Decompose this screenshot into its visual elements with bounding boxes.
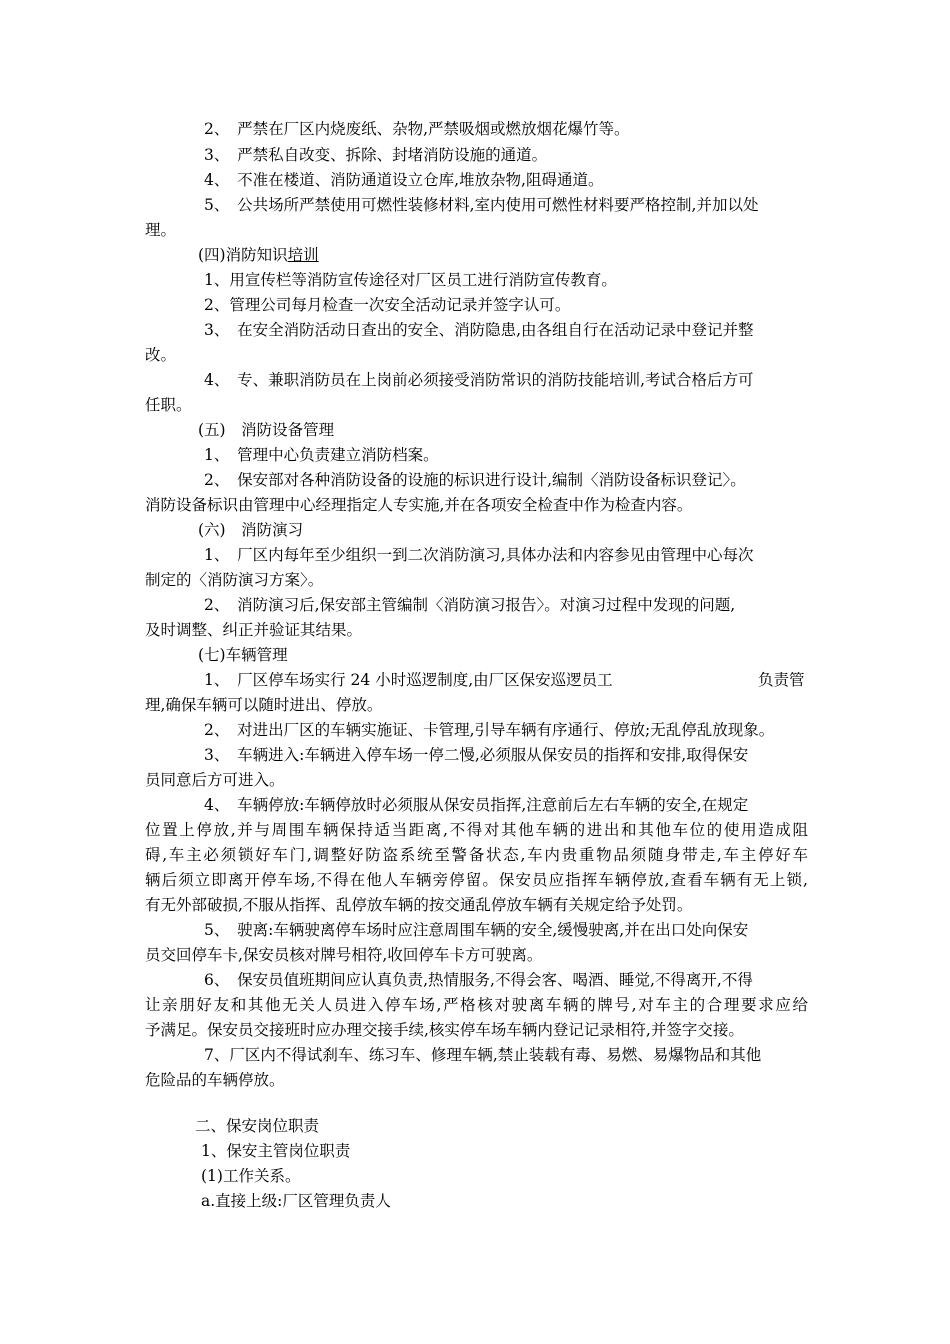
text-line: 4、 不准在楼道、消防通道设立仓库,堆放杂物,阻碍通道。 [204, 171, 604, 189]
text-line: 有无外部破损,不服从指挥、乱停放车辆的按交通乱停放车辆有关规定给予处罚。 [145, 896, 693, 914]
text-line: 2、 保安部对各种消防设备的设施的标识进行设计,编制〈消防设备标识登记〉。 [204, 471, 746, 489]
text-line: 消防设备标识由管理中心经理指定人专实施,并在各项安全检查中作为检查内容。 [145, 496, 693, 514]
text-line: 4、 车辆停放:车辆停放时必须服从保安员指挥,注意前后左右车辆的安全,在规定 [204, 796, 749, 814]
text-line: 辆后须立即离开停车场,不得在他人车辆旁停留。保安员应指挥车辆停放,查看车辆有无上锁, [145, 871, 808, 889]
text-line: 制定的〈消防演习方案〉。 [145, 571, 324, 589]
text-line: 1、保安主管岗位职责 [201, 1142, 351, 1160]
text-line: 5、 公共场所严禁使用可燃性装修材料,室内使用可燃性材料要严格控制,并加以处 [204, 196, 759, 214]
heading-text: (四)消防知识 [198, 246, 288, 264]
text-line: 碍,车主必须锁好车门,调整好防盗系统至警备状态,车内贵重物品须随身带走,车主停好车 [145, 846, 808, 864]
text-line: 理。 [145, 221, 177, 239]
text-line: 1、 厂区内每年至少组织一到二次消防演习,具体办法和内容参见由管理中心每次 [204, 546, 754, 564]
text-line: a.直接上级:厂区管理负责人 [201, 1192, 391, 1210]
chapter-heading: 二、保安岗位职责 [195, 1117, 320, 1135]
section-heading: (七)车辆管理 [198, 646, 288, 664]
text-line: 及时调整、纠正并验证其结果。 [145, 621, 363, 639]
text-line: 改。 [145, 346, 177, 364]
text-line: 4、 专、兼职消防员在上岗前必须接受消防常识的消防技能培训,考试合格后方可 [204, 371, 754, 389]
text-line: 3、 车辆进入:车辆进入停车场一停二慢,必须服从保安员的指挥和安排,取得保安 [204, 746, 749, 764]
text-line: 7、厂区内不得试刹车、练习车、修理车辆,禁止装载有毒、易燃、易爆物品和其他 [204, 1046, 762, 1064]
text-line: 1、 管理中心负责建立消防档案。 [204, 446, 439, 464]
text-line: 2、管理公司每月检查一次安全活动记录并签字认可。 [204, 296, 571, 314]
section-heading: (五) 消防设备管理 [198, 421, 335, 439]
section-heading [198, 245, 319, 265]
text-line: 让亲朋好友和其他无关人员进入停车场,严格核对驶离车辆的牌号,对车主的合理要求应给 [145, 996, 808, 1014]
text-line: 位置上停放,并与周围车辆保持适当距离,不得对其他车辆的进出和其他车位的使用造成阻 [145, 821, 808, 839]
text-line: 员同意后方可进入。 [145, 771, 285, 789]
text-line: 任职。 [145, 396, 192, 414]
text-line: 负责管 [758, 671, 805, 689]
text-line: 予满足。保安员交接班时应办理交接手续,核实停车场车辆内登记记录相符,并签字交接。 [145, 1021, 744, 1039]
text-line: 6、 保安员值班期间应认真负责,热情服务,不得会客、喝酒、睡觉,不得离开,不得 [204, 971, 753, 989]
text-line: 员交回停车卡,保安员核对牌号相符,收回停车卡方可驶离。 [145, 946, 543, 964]
text-line: 理,确保车辆可以随时进出、停放。 [145, 696, 383, 714]
text-line: 2、 对进出厂区的车辆实施证、卡管理,引导车辆有序通行、停放;无乱停乱放现象。 [204, 721, 775, 739]
text-line: 1、用宣传栏等消防宣传途径对厂区员工进行消防宣传教育。 [204, 271, 617, 289]
underlined-text: 培训 [287, 246, 319, 264]
text-line: (1)工作关系。 [201, 1167, 301, 1185]
section-heading: (六) 消防演习 [198, 521, 304, 539]
text-line: 2、 严禁在厂区内烧废纸、杂物,严禁吸烟或燃放烟花爆竹等。 [204, 120, 630, 138]
text-line: 危险品的车辆停放。 [145, 1071, 285, 1089]
text-line: 3、 严禁私自改变、拆除、封堵消防设施的通道。 [204, 146, 548, 164]
text-line: 5、 驶离:车辆驶离停车场时应注意周围车辆的安全,缓慢驶离,并在出口处向保安 [204, 921, 749, 939]
text-line: 3、 在安全消防活动日查出的安全、消防隐患,由各组自行在活动记录中登记并整 [204, 321, 754, 339]
text-line: 2、 消防演习后,保安部主管编制〈消防演习报告〉。对演习过程中发现的问题, [204, 596, 736, 614]
text-line: 1、 厂区停车场实行 24 小时巡逻制度,由厂区保安巡逻员工 [204, 671, 613, 689]
